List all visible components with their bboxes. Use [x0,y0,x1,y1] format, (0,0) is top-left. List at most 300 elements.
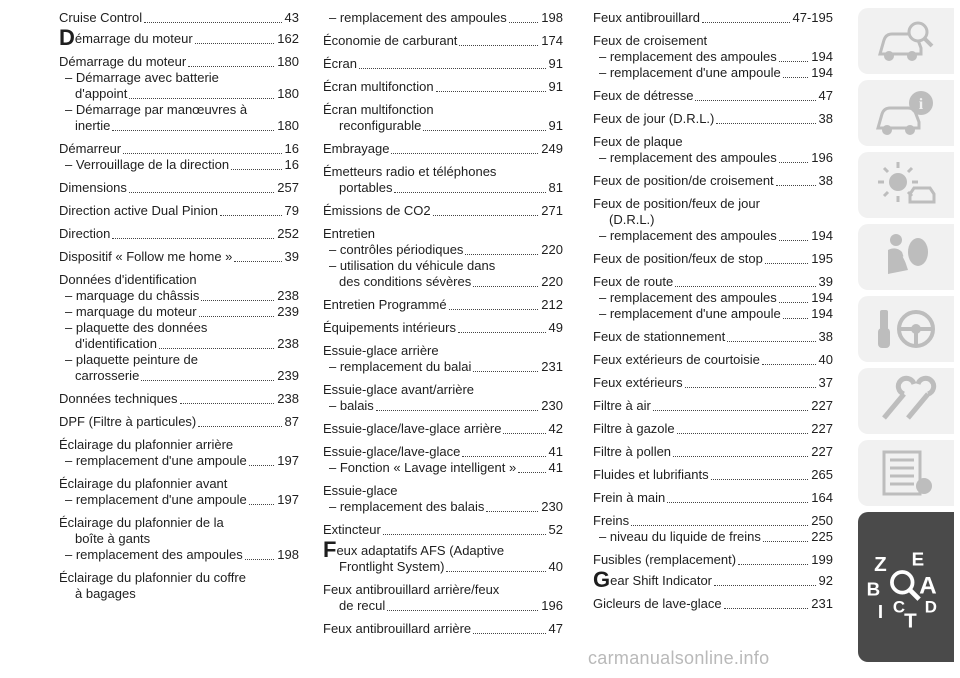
page-number[interactable]: 39 [284,249,299,264]
entry-heading [59,570,299,586]
page-number[interactable]: 220 [541,242,563,257]
entry-subline [323,598,563,614]
dot-leader [727,341,815,342]
entry-text: Démarrage du moteur [59,54,187,69]
index-letter: I [877,600,884,622]
page-number[interactable]: 198 [541,10,563,25]
dot-leader [779,240,809,241]
index-entry [593,375,833,391]
entry-heading [323,141,563,157]
dot-leader [631,525,808,526]
entry-text: DPF (Filtre à particules) [59,414,197,429]
entry-text: – remplacement d'une ampoule [65,453,247,468]
entry-text: Feux extérieurs [593,375,683,390]
entry-heading [323,297,563,313]
page-number[interactable]: 194 [811,306,833,321]
dot-leader [716,123,815,124]
dot-leader [702,22,790,23]
page-number[interactable]: 91 [548,56,563,71]
dot-leader [112,238,274,239]
dot-leader [180,403,275,404]
index-entry [59,437,299,469]
index-entry [59,515,299,563]
entry-heading [323,522,563,538]
entry-text: Feux de plaque [593,134,683,149]
page-number[interactable]: 239 [277,368,299,383]
dot-leader [762,364,816,365]
entry-subline [59,157,299,173]
dot-leader [776,185,816,186]
index-entry [593,513,833,545]
dot-leader [394,192,545,193]
entry-text: boîte à gants [75,531,151,546]
entry-text: – remplacement d'une ampoule [65,492,247,507]
page-number[interactable]: 180 [277,54,299,69]
page-number[interactable]: 265 [811,467,833,482]
index-entry [323,79,563,95]
dot-leader [391,153,538,154]
page-number[interactable]: 39 [818,274,833,289]
entry-subline [59,118,299,134]
index-letter: T [904,609,917,630]
entry-subline [593,290,833,306]
index-entry [323,537,563,575]
index-entry [593,567,833,592]
dot-leader [141,380,274,381]
index-entry [323,582,563,614]
page-number[interactable]: 47-195 [792,10,833,25]
index-entry [593,467,833,483]
page-number[interactable]: 239 [277,304,299,319]
entry-text: Filtre à air [593,398,651,413]
page-number[interactable]: 38 [818,173,833,188]
entry-heading [59,272,299,288]
page-number[interactable]: 79 [284,203,299,218]
entry-text: Éclairage du plafonnier avant [59,476,228,491]
page-number[interactable]: 42 [548,421,563,436]
entry-text: Feux de position/feux de stop [593,251,763,266]
page-number[interactable]: 197 [277,453,299,468]
entry-subline [593,150,833,166]
page-number[interactable]: 257 [277,180,299,195]
page-number[interactable]: 41 [548,444,563,459]
entry-text: Feux de stationnement [593,329,726,344]
page-number[interactable]: 195 [811,251,833,266]
dot-leader [675,286,815,287]
index-entry [593,10,833,26]
entry-heading [593,251,833,267]
index-entry [59,54,299,134]
page-number[interactable]: 180 [277,86,299,101]
entry-text: – remplacement des ampoules [599,150,777,165]
entry-heading [593,33,833,49]
entry-text: Dimensions [59,180,127,195]
dot-leader [198,426,281,427]
index-column-2 [323,10,563,644]
page-number[interactable]: 238 [277,391,299,406]
page-number[interactable]: 87 [284,414,299,429]
entry-text: Essuie-glace/lave-glace [323,444,461,459]
page-number[interactable]: 194 [811,228,833,243]
entry-heading [323,621,563,637]
page-number[interactable]: 227 [811,421,833,436]
entry-text: – remplacement des ampoules [599,290,777,305]
entry-subline [323,499,563,515]
index-entry [593,490,833,506]
index-entry [323,226,563,290]
page-number[interactable]: 194 [811,290,833,305]
dot-leader [199,316,275,317]
page-number[interactable]: 91 [548,79,563,94]
index-letter: A [919,572,937,600]
entry-text: – remplacement des ampoules [329,10,507,25]
index-entry [323,141,563,157]
page-number[interactable]: 40 [548,559,563,574]
entry-heading [593,134,833,150]
entry-heading [59,203,299,219]
entry-subline [59,304,299,320]
dashboard-lights-icon [874,158,938,212]
entry-subline [323,359,563,375]
entry-heading [593,352,833,368]
tab-alphabetical-index[interactable] [858,512,954,662]
dot-leader [195,43,275,44]
entry-subline [59,586,299,602]
page-number[interactable]: 41 [548,460,563,475]
dot-leader [383,534,546,535]
page-number[interactable]: 197 [277,492,299,507]
entry-heading [323,33,563,49]
entry-subline [59,547,299,563]
page-number[interactable]: 49 [548,320,563,335]
entry-heading [323,79,563,95]
entry-text: Feux de jour (D.R.L.) [593,111,715,126]
index-entry [593,251,833,267]
dot-leader [673,456,808,457]
entry-text: Feux de croisement [593,33,708,48]
entry-text: des conditions sévères [339,274,472,289]
entry-text: émarrage du moteur [74,31,193,46]
dot-leader [724,608,809,609]
index-entry [593,33,833,81]
dot-leader [653,410,809,411]
tab-car-search[interactable] [858,8,954,74]
dot-leader [387,610,538,611]
entry-subline [593,212,833,228]
entry-text: – plaquette des données [65,320,208,335]
page-number[interactable]: 47 [818,88,833,103]
entry-subline [59,492,299,508]
entry-heading [323,320,563,336]
entry-heading [59,515,299,531]
entry-text: Éclairage du plafonnier arrière [59,437,234,452]
index-entry [593,444,833,460]
entry-text: Embrayage [323,141,390,156]
entry-heading [593,596,833,612]
entry-text: d'appoint [75,86,128,101]
technical-data-list-icon [874,446,938,500]
page-number[interactable]: 47 [548,621,563,636]
entry-heading [323,483,563,499]
entry-heading [593,10,833,26]
page-number[interactable]: 38 [818,111,833,126]
entry-text: inertie [75,118,111,133]
entry-subline [323,460,563,476]
index-entry [59,226,299,242]
key-steering-wheel-icon [874,302,938,356]
dot-leader [779,162,809,163]
index-entry [323,203,563,219]
entry-heading [323,226,563,242]
page-number[interactable]: 250 [811,513,833,528]
dot-leader [685,387,816,388]
index-entry [593,196,833,244]
entry-text: Démarreur [59,141,122,156]
entry-heading [323,444,563,460]
page-number[interactable]: 81 [548,180,563,195]
dot-leader [112,130,274,131]
page-number[interactable]: 194 [811,49,833,64]
page-number[interactable]: 196 [811,150,833,165]
index-entry [59,414,299,430]
page-number[interactable]: 227 [811,398,833,413]
index-entry [59,391,299,407]
index-entry [593,274,833,322]
dot-leader [763,541,808,542]
page-number[interactable]: 252 [277,226,299,241]
page-number[interactable]: 225 [811,529,833,544]
entry-heading [323,382,563,398]
entry-text: – remplacement des ampoules [599,228,777,243]
index-entry [593,111,833,127]
wrench-car-icon [874,374,938,428]
entry-heading [593,196,833,212]
page-number[interactable]: 238 [277,336,299,351]
index-entry [323,56,563,72]
tab-technical-data[interactable] [858,440,954,506]
car-info-icon [874,86,938,140]
page-number[interactable]: 91 [548,118,563,133]
entry-text: Émissions de CO2 [323,203,431,218]
index-entry [323,522,563,538]
dot-leader [486,511,538,512]
dot-leader [509,22,539,23]
page-number[interactable]: 52 [548,522,563,537]
entry-subline [59,453,299,469]
page-number[interactable]: 38 [818,329,833,344]
page-number[interactable]: 238 [277,288,299,303]
page-number[interactable]: 220 [541,274,563,289]
entry-subline [59,352,299,368]
entry-heading [59,414,299,430]
page-number[interactable]: 40 [818,352,833,367]
entry-text: Éclairage du plafonnier du coffre [59,570,246,585]
dot-leader [201,300,274,301]
dot-leader [129,192,274,193]
page-number[interactable]: 249 [541,141,563,156]
page-number[interactable]: 162 [277,31,299,46]
dot-leader [783,77,809,78]
dot-leader [783,318,809,319]
entry-text: (D.R.L.) [609,212,655,227]
dot-leader [249,465,275,466]
watermark: carmanualsonline.info [588,648,770,668]
entry-text: Éclairage du plafonnier de la [59,515,224,530]
index-entry [59,476,299,508]
index-letter: C [892,597,906,617]
tab-wrench-car[interactable] [858,368,954,434]
page-number[interactable]: 198 [277,547,299,562]
dot-leader [738,564,808,565]
dot-leader [446,571,545,572]
entry-text: reconfigurable [339,118,422,133]
entry-text: Essuie-glace avant/arrière [323,382,475,397]
entry-heading [323,56,563,72]
page-number[interactable]: 212 [541,297,563,312]
entry-heading [593,490,833,506]
page-number[interactable]: 164 [811,490,833,505]
dot-leader [433,215,539,216]
dot-leader [376,410,538,411]
entry-text: d'identification [75,336,157,351]
entry-subline [593,228,833,244]
page-number[interactable]: 231 [811,596,833,611]
entry-text: – remplacement des ampoules [599,49,777,64]
entry-text: – niveau du liquide de freins [599,529,761,544]
tab-airbag-person[interactable] [858,224,954,290]
dot-leader [518,472,545,473]
page-number[interactable]: 231 [541,359,563,374]
dot-leader [779,61,809,62]
dot-leader [765,263,808,264]
entry-text: Cruise Control [59,10,143,25]
entry-subline [323,10,563,26]
entry-text: Écran multifonction [323,102,434,117]
index-entry [59,25,299,50]
index-entry [59,570,299,602]
page-number[interactable]: 43 [284,10,299,25]
entry-text: Fusibles (remplacement) [593,552,737,567]
entry-subline [59,320,299,336]
entry-text: Essuie-glace/lave-glace arrière [323,421,502,436]
entry-text: carrosserie [75,368,140,383]
entry-heading [323,537,563,562]
entry-text: Feux de route [593,274,674,289]
dot-leader [473,371,538,372]
dot-leader [129,98,274,99]
entry-text: Filtre à gazole [593,421,675,436]
page-number[interactable]: 194 [811,65,833,80]
entry-heading [59,249,299,265]
entry-heading [593,398,833,414]
page-number[interactable]: 227 [811,444,833,459]
entry-text: – remplacement d'une ampoule [599,65,781,80]
entry-text: Écran multifonction [323,79,434,94]
entry-subline [323,258,563,274]
entry-text: Essuie-glace [323,483,398,498]
entry-text: Direction active Dual Pinion [59,203,218,218]
tab-key-steering[interactable] [858,296,954,362]
dot-leader [473,633,545,634]
entry-text: – contrôles périodiques [329,242,464,257]
dot-leader [159,348,274,349]
entry-text: Équipements intérieurs [323,320,456,335]
page-number[interactable]: 16 [284,141,299,156]
entry-text: – Démarrage avec batterie [65,70,219,85]
index-entry [593,352,833,368]
dot-leader [459,45,538,46]
entry-text: eux adaptatifs AFS (Adaptive [336,543,505,558]
page-number[interactable]: 16 [284,157,299,172]
entry-subline [59,368,299,384]
page-number[interactable]: 92 [818,573,833,588]
entry-text: ear Shift Indicator [610,573,713,588]
index-column-3 [593,10,833,619]
entry-text: Entretien Programmé [323,297,447,312]
entry-heading [593,467,833,483]
entry-heading [323,102,563,118]
entry-text: – balais [329,398,374,413]
entry-text: Feux antibrouillard arrière [323,621,472,636]
entry-text: Feux extérieurs de courtoisie [593,352,760,367]
index-entry [323,483,563,515]
entry-subline [593,49,833,65]
entry-text: – remplacement des ampoules [65,547,243,562]
entry-subline [323,559,563,575]
page-number[interactable]: 174 [541,33,563,48]
page-number[interactable]: 196 [541,598,563,613]
index-column-1 [59,10,299,609]
entry-heading [593,111,833,127]
entry-subline [323,274,563,290]
dot-leader [667,502,808,503]
dot-leader [436,91,546,92]
section-letter: D [59,25,75,50]
page-number[interactable]: 230 [541,499,563,514]
entry-text: Direction [59,226,111,241]
index-entry [593,596,833,612]
svg-text:i: i [918,96,924,113]
entry-text: Essuie-glace arrière [323,343,439,358]
tab-dashboard-lights[interactable] [858,152,954,218]
entry-text: Feux de détresse [593,88,694,103]
dot-leader [462,456,545,457]
entry-heading [59,54,299,70]
dot-leader [245,559,275,560]
page-number[interactable]: 37 [818,375,833,390]
index-entry [323,382,563,414]
entry-text: – Démarrage par manœuvres à [65,102,248,117]
entry-text: à bagages [75,586,136,601]
dot-leader [249,504,275,505]
page-number[interactable]: 271 [541,203,563,218]
entry-subline [59,70,299,86]
index-entry [59,180,299,196]
entry-text: Feux de position/de croisement [593,173,774,188]
page-number[interactable]: 180 [277,118,299,133]
entry-text: Données d'identification [59,272,197,287]
entry-heading [593,552,833,568]
tab-car-info[interactable] [858,80,954,146]
index-letter: E [911,548,925,570]
dot-leader [714,585,816,586]
page-number[interactable]: 230 [541,398,563,413]
entry-subline [323,118,563,134]
entry-text: Feux antibrouillard [593,10,700,25]
page-number[interactable]: 199 [811,552,833,567]
index-entry [323,444,563,476]
entry-text: Économie de carburant [323,33,458,48]
